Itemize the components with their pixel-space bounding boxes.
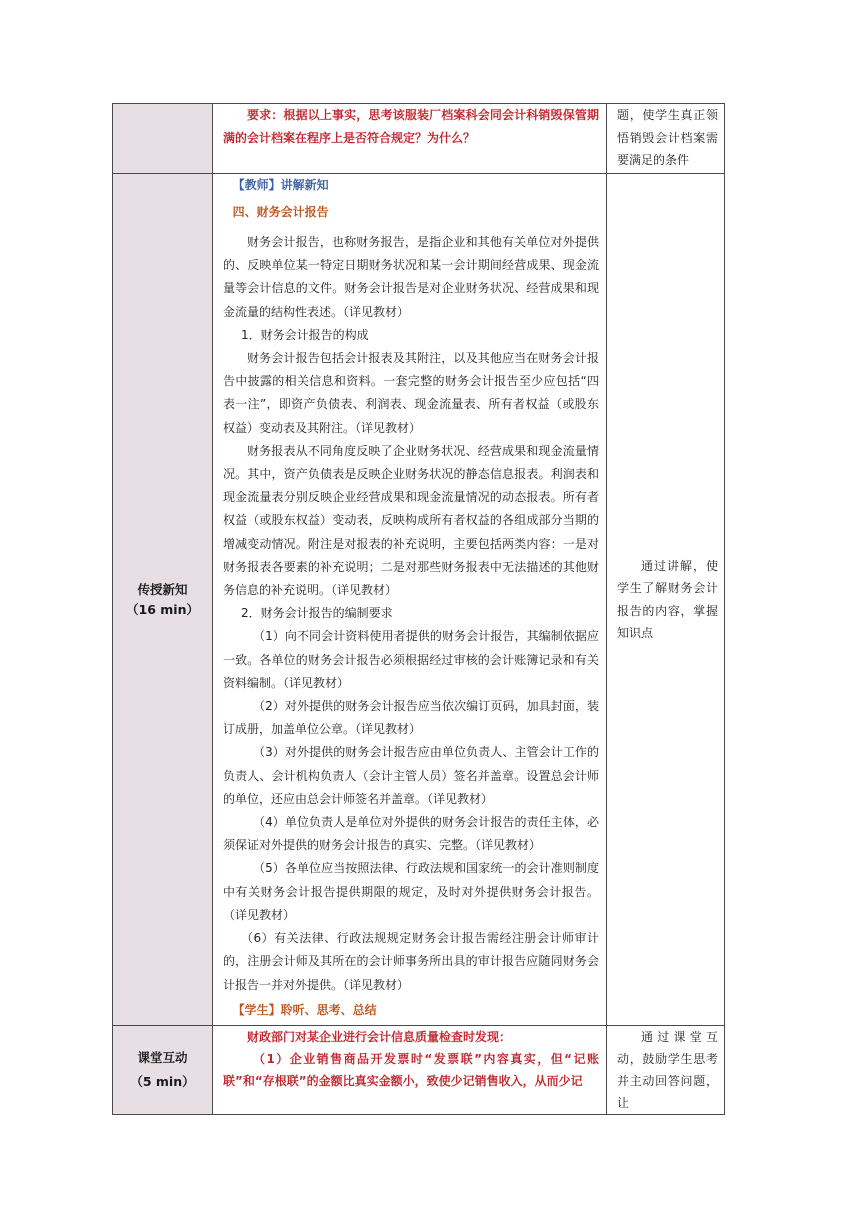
side-note: 通过讲解，使学生了解财务会计报告的内容，掌握知识点 (617, 558, 718, 640)
paragraph: 财务会计报告，也称财务报告，是指企业和其他有关单位对外提供的、反映单位某一特定日期财务状况和某一会计期间经营成果、现金流量等会计信息的文件。财务会计报告是对企业财务状况、经营成果和现金流量的结构性表述。（详见教材） (223, 235, 599, 319)
subsection-title: 2．财务会计报告的编制要求 (241, 606, 393, 621)
side-cell (607, 174, 725, 1026)
table-row (113, 1026, 725, 1115)
table-row (113, 104, 725, 174)
student-tag: 【学生】聆听、思考、总结 (232, 1002, 377, 1017)
paragraph: 财务报表从不同角度反映了企业财务状况、经营成果和现金流量情况。其中，资产负债表是反映企业财务状况的静态信息报表。利润表和现金流量表分别反映企业经营成果和现金流量情况的动态报表。所有者权益（或股东权益）变动表，反映构成所有者权益的各组成部分当期的增减变动情况。附注是对报表的补充说明，主要包括两类内容：一是对财务报表各要素的补充说明；二是对那些财务报表中无法描述的其他财务信息的补充说明。（详见教材） (223, 443, 599, 598)
requirement-item: （2）对外提供的财务会计报告应当依次编订页码，加具封面，装订成册，加盖单位公章。（详见教材） (223, 699, 599, 737)
requirement-item: （5）各单位应当按照法律、行政法规和国家统一的会计准则制度中有关财务会计报告提供期限的规定，及时对外提供财务会计报告。（详见教材） (223, 861, 599, 922)
interaction-item: （1）企业销售商品开发票时“发票联”内容真实，但“记账联”和“存根联”的金额比真实金额小，致使少记销售收入，从而少记 (223, 1052, 599, 1088)
requirement-item: （6）有关法律、行政法规规定财务会计报告需经注册会计师审计的，注册会计师及其所在的会计师事务所出具的审计报告应随同财务会计报告一并对外提供。（详见教材） (223, 931, 599, 992)
stage-name: 课堂互动 (137, 1050, 188, 1065)
lesson-plan-table (112, 103, 725, 1115)
row-label (113, 174, 213, 1026)
main-cell (213, 104, 607, 174)
requirement-item: （3）对外提供的财务会计报告应由单位负责人、主管会计工作的负责人、会计机构负责人（会计主管人员）签名并盖章。设置总会计师的单位，还应由总会计师签名并盖章。（详见教材） (223, 745, 599, 806)
interaction-intro: 财政部门对某企业进行会计信息质量检查时发现： (247, 1030, 512, 1044)
side-note: 题，使学生真正领悟销毁会计档案需要满足的条件 (617, 108, 718, 167)
section-title: 四、财务会计报告 (232, 205, 329, 219)
teacher-tag: 【教师】讲解新知 (232, 178, 329, 192)
stage-name: 传授新知 (137, 581, 188, 597)
side-note: 通过课堂互动，鼓励学生思考并主动回答问题，让 (617, 1030, 718, 1110)
row-label (113, 1026, 213, 1115)
requirement-item: （1）向不同会计资料使用者提供的财务会计报告，其编制依据应一致。各单位的财务会计报告必须根据经过审核的会计账簿记录和有关资料编制。（详见教材） (223, 629, 599, 690)
main-cell (213, 1026, 607, 1115)
paragraph: 财务会计报告包括会计报表及其附注，以及其他应当在财务会计报告中披露的相关信息和资料。一套完整的财务会计报告至少应包括“四表一注”，即资产负债表、利润表、现金流量表、所有者权益（或股东权益）变动表及其附注。（详见教材） (223, 351, 599, 435)
side-cell (607, 104, 725, 174)
row-label-empty (113, 104, 213, 174)
stage-duration: （5 min） (130, 1074, 195, 1089)
requirement-text: 要求：根据以上事实，思考该服装厂档案科会同会计科销毁保管期满的会计档案在程序上是否符合规定？为什么？ (223, 108, 599, 146)
requirement-item: （4）单位负责人是单位对外提供的财务会计报告的责任主体，必须保证对外提供的财务会计报告的真实、完整。（详见教材） (223, 815, 599, 853)
main-cell (213, 174, 607, 1026)
table-row (113, 174, 725, 1026)
subsection-title: 1．财务会计报告的构成 (241, 327, 369, 342)
stage-duration: （16 min） (126, 601, 199, 617)
side-cell (607, 1026, 725, 1115)
